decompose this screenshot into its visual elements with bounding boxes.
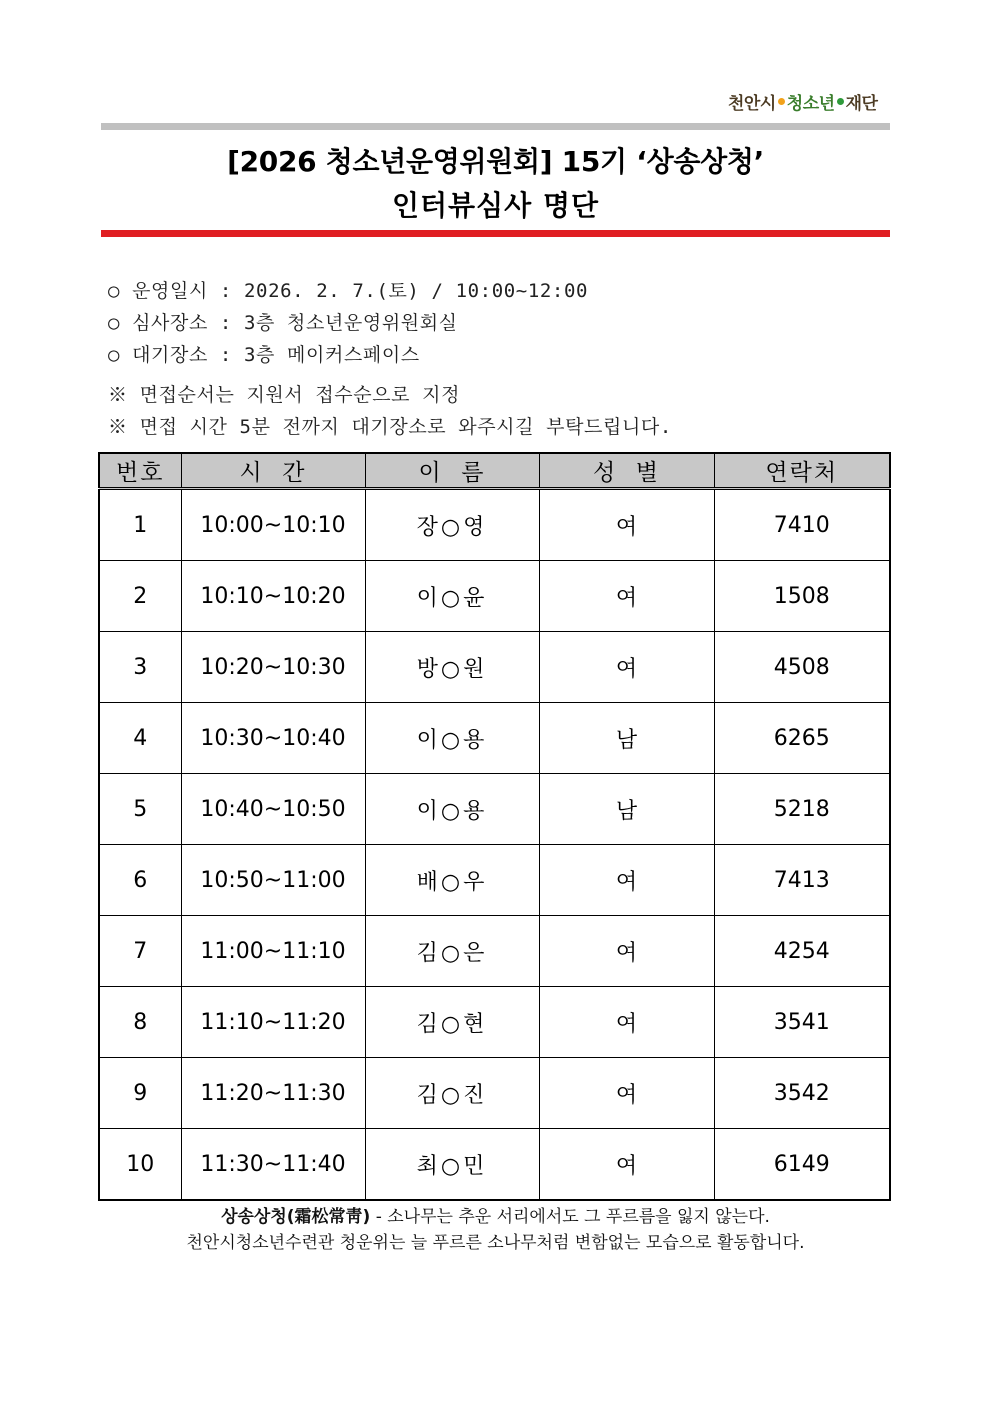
table-row [99,632,890,703]
table-row [99,489,890,561]
cell-gender: 여 [539,561,714,632]
cell-number: 1 [99,489,181,561]
table-row [99,1058,890,1129]
cell-gender: 여 [539,489,714,561]
cell-gender: 여 [539,987,714,1058]
cell-name: 방○원 [365,632,539,703]
cell-number: 8 [99,987,181,1058]
header-time: 시 간 [181,453,365,489]
table-header-row [99,453,890,489]
cell-time: 11:20~11:30 [181,1058,365,1129]
cell-name: 김○진 [365,1058,539,1129]
table-row [99,845,890,916]
table-row [99,987,890,1058]
cell-gender: 여 [539,1129,714,1201]
cell-contact: 4508 [714,632,890,703]
cell-name: 장○영 [365,489,539,561]
interview-schedule-table [98,452,891,1201]
cell-contact: 3541 [714,987,890,1058]
note-arrival-request: ※ 면접 시간 5분 전까지 대기장소로 와주시길 부탁드립니다. [108,416,672,438]
logo-text-b: 청소년 [786,93,835,114]
cell-gender: 여 [539,916,714,987]
cell-gender: 남 [539,774,714,845]
info-interview-venue: ○ 심사장소 : 3층 청소년운영위원회실 [108,312,458,334]
motto-text: - 소나무는 추운 서리에서도 그 푸르름을 잃지 않는다. [370,1207,770,1227]
footer-description: 천안시청소년수련관 청운위는 늘 푸르른 소나무처럼 변함없는 모습으로 활동합니다. [186,1233,805,1253]
logo-text-a: 천안시 [728,93,776,114]
cell-name: 배○우 [365,845,539,916]
cell-time: 11:00~11:10 [181,916,365,987]
cell-name: 최○민 [365,1129,539,1201]
header-number: 번호 [99,453,181,489]
header-divider-grey [101,123,890,130]
cell-number: 2 [99,561,181,632]
table-row [99,916,890,987]
header-contact: 연락처 [714,453,890,489]
cell-name: 김○현 [365,987,539,1058]
document-title: [2026 청소년운영위원회] 15기 ‘상송상청’ [227,145,764,178]
cell-time: 11:10~11:20 [181,987,365,1058]
table-row [99,774,890,845]
table-row [99,1129,890,1201]
info-schedule-date: ○ 운영일시 : 2026. 2. 7.(토) / 10:00~12:00 [108,280,589,302]
cell-name: 이○용 [365,774,539,845]
motto-title: 상송상청(霜松常靑) [221,1207,371,1227]
cell-number: 9 [99,1058,181,1129]
cell-gender: 여 [539,1058,714,1129]
cell-contact: 3542 [714,1058,890,1129]
header-gender: 성 별 [539,453,714,489]
table-row [99,703,890,774]
cell-contact: 7413 [714,845,890,916]
table-row [99,561,890,632]
cell-contact: 4254 [714,916,890,987]
cell-number: 5 [99,774,181,845]
cell-number: 10 [99,1129,181,1201]
cell-gender: 남 [539,703,714,774]
cell-contact: 6265 [714,703,890,774]
note-interview-order: ※ 면접순서는 지원서 접수순으로 지정 [108,384,461,406]
cell-number: 3 [99,632,181,703]
header-divider-red [101,230,890,237]
cell-name: 이○윤 [365,561,539,632]
cell-number: 6 [99,845,181,916]
cell-time: 10:30~10:40 [181,703,365,774]
footer-motto [101,1202,890,1227]
cell-name: 이○용 [365,703,539,774]
cell-number: 7 [99,916,181,987]
foundation-logo [728,86,878,116]
cell-name: 김○은 [365,916,539,987]
logo-star-icon [778,98,785,105]
cell-contact: 5218 [714,774,890,845]
header-name: 이 름 [365,453,539,489]
cell-contact: 7410 [714,489,890,561]
cell-time: 10:00~10:10 [181,489,365,561]
cell-time: 10:50~11:00 [181,845,365,916]
cell-contact: 1508 [714,561,890,632]
cell-time: 10:10~10:20 [181,561,365,632]
cell-time: 10:20~10:30 [181,632,365,703]
cell-time: 11:30~11:40 [181,1129,365,1201]
logo-leaf-icon [837,98,844,105]
cell-time: 10:40~10:50 [181,774,365,845]
cell-number: 4 [99,703,181,774]
cell-gender: 여 [539,632,714,703]
document-subtitle: 인터뷰심사 명단 [391,189,600,222]
cell-gender: 여 [539,845,714,916]
logo-text-c: 재단 [845,93,878,114]
info-waiting-venue: ○ 대기장소 : 3층 메이커스페이스 [108,344,420,366]
cell-contact: 6149 [714,1129,890,1201]
